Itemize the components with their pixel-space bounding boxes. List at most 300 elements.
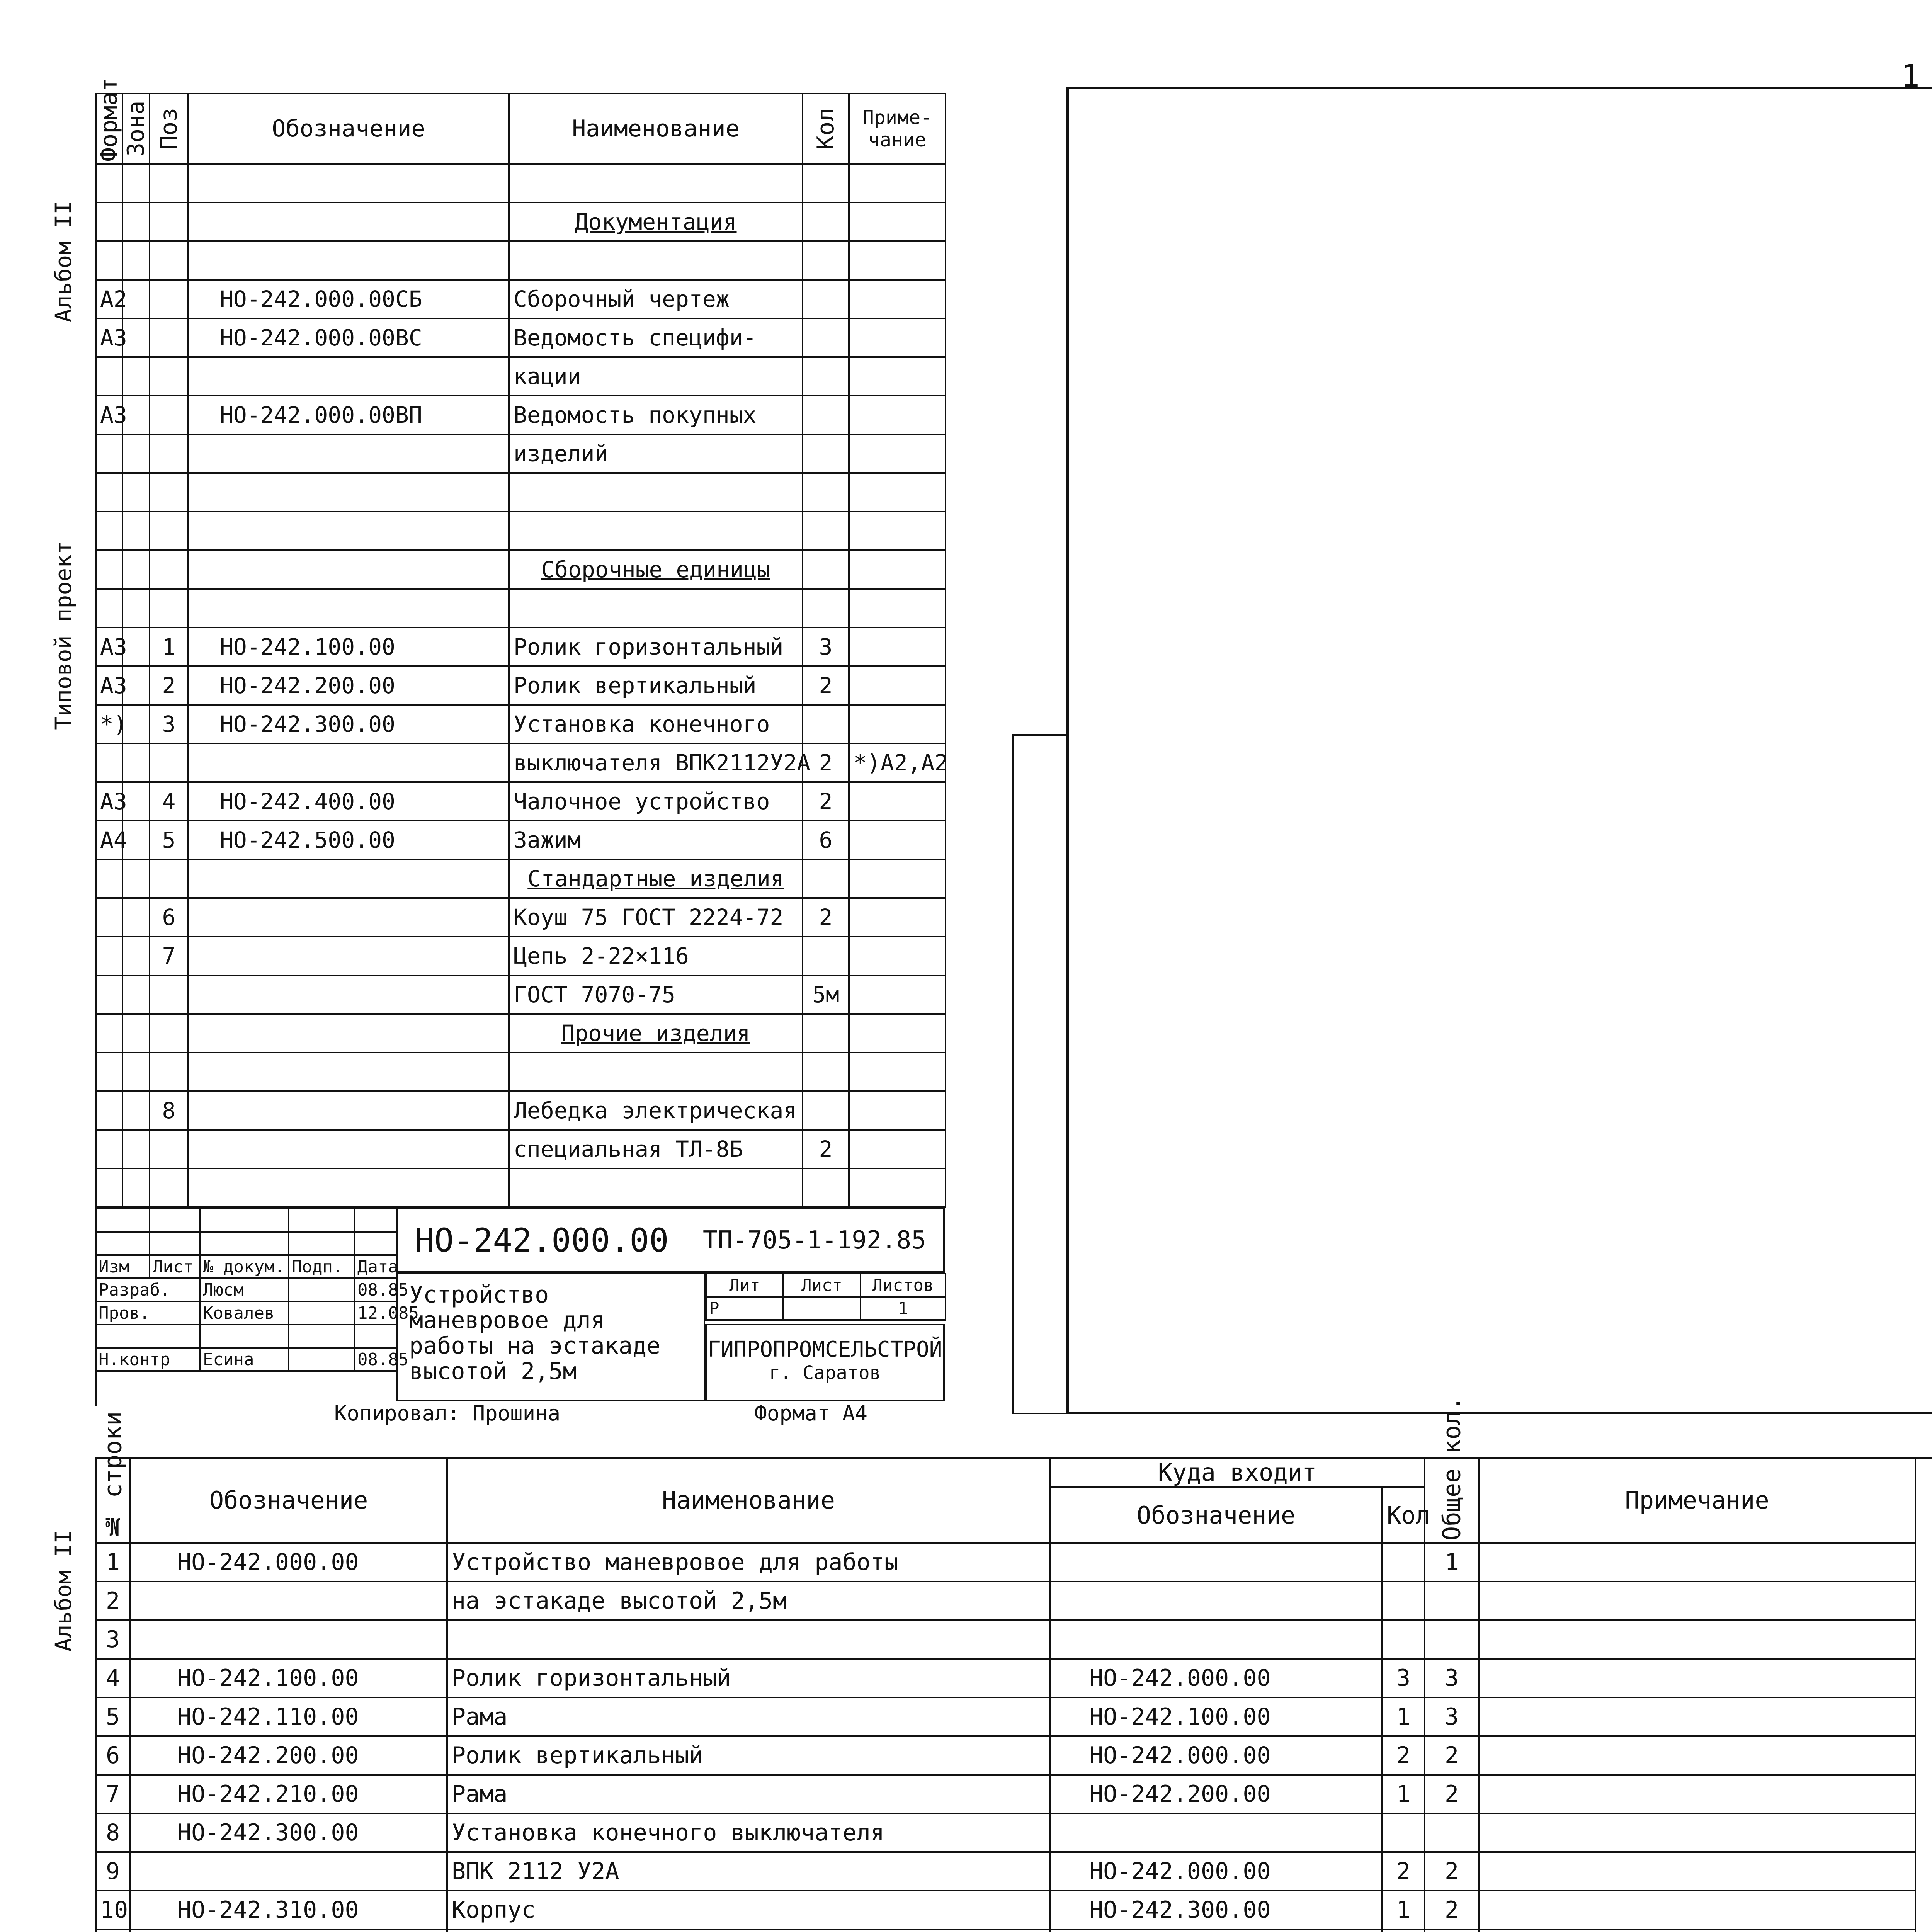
spec-cell-zone: [122, 550, 150, 589]
spec-cell-designation: НО-242.400.00: [188, 782, 509, 821]
spec-cell-pos: [150, 859, 188, 898]
ledger-cell-qty: [1382, 1813, 1425, 1852]
ledger-cell-designation: НО-242.110.00: [130, 1697, 447, 1736]
spec-row: [95, 550, 946, 589]
spec-cell-format: [95, 589, 122, 628]
ledger-cell-designation: НО-242.200.00: [130, 1736, 447, 1775]
ledger-cell-qty: 1: [1382, 1891, 1425, 1929]
spec-cell-designation: [188, 898, 509, 937]
spec-tb-signature: [289, 1325, 354, 1348]
spec-cell-note: [849, 821, 946, 859]
ledger-cell-name: Ролик вертикальный: [447, 1736, 1050, 1775]
ledger-cell-note: [1479, 1543, 1915, 1582]
ledger-cell-designation: НО-242.300.00: [130, 1813, 447, 1852]
ledger-cell-designation: НО-242.210.00: [130, 1775, 447, 1813]
spec-cell-name: выключателя ВПК2112У2А: [509, 743, 803, 782]
col-header-zone: Зона: [122, 94, 150, 164]
ledger-col-where-designation: Обозначение: [1050, 1487, 1382, 1543]
spec-cell-name: изделий: [509, 434, 803, 473]
spec-cell-qty: [803, 280, 849, 318]
spec-row: [95, 164, 946, 202]
spec-cell-pos: [150, 589, 188, 628]
spec-cell-format: [95, 1130, 122, 1168]
spec-tb-person: [200, 1325, 289, 1348]
spec-cell-name: [509, 512, 803, 550]
sheet-number: 1: [1901, 58, 1920, 94]
spec-cell-note: [849, 1053, 946, 1091]
ledger-col-note: Примечание: [1479, 1458, 1915, 1543]
ledger-cell-where: [1050, 1582, 1382, 1620]
spec-tb-signature: [289, 1348, 354, 1371]
spec-cell-designation: [188, 1014, 509, 1053]
ledger-cell-name: на эстакаде высотой 2,5м: [447, 1582, 1050, 1620]
specification-sheet: [95, 78, 948, 1425]
spec-cell-zone: [122, 202, 150, 241]
spec-row: [95, 357, 946, 396]
ledger-cell-total: [1425, 1813, 1479, 1852]
spec-project-code: ТП-705-1-192.85: [702, 1226, 926, 1255]
spec-cell-zone: [122, 937, 150, 975]
spec-cell-note: [849, 318, 946, 357]
spec-cell-designation: НО-242.500.00: [188, 821, 509, 859]
ledger-cell-name: Корпус: [447, 1891, 1050, 1929]
spec-cell-designation: [188, 202, 509, 241]
spec-cell-designation: [188, 473, 509, 512]
spec-tb-date: 08.85: [354, 1278, 397, 1301]
spec-cell-qty: [803, 396, 849, 434]
spec-row: [95, 512, 946, 550]
ledger-cell-qty: 2: [1382, 1736, 1425, 1775]
spec-row: [95, 937, 946, 975]
spec-tb-header: Лист: [150, 1255, 200, 1278]
spec-cell-note: [849, 396, 946, 434]
spec-tb-header: Изм: [95, 1255, 150, 1278]
ledger-cell-note: [1479, 1697, 1915, 1736]
spec-cell-pos: [150, 1168, 188, 1207]
spec-cell-pos: [150, 396, 188, 434]
spec-cell-name: Сборочный чертеж: [509, 280, 803, 318]
ledger-cell-qty: 1: [1382, 1697, 1425, 1736]
spec-cell-pos: 5: [150, 821, 188, 859]
spec-cell-note: [849, 164, 946, 202]
spec-tb-person: Ковалев: [200, 1301, 289, 1325]
spec-cell-zone: [122, 589, 150, 628]
spec-row: [95, 898, 946, 937]
spec-cell-designation: НО-242.100.00: [188, 628, 509, 666]
ledger-cell-note: [1479, 1813, 1915, 1852]
ledger-cell-note: [1479, 1659, 1915, 1697]
spec-cell-designation: НО-242.000.00СБ: [188, 280, 509, 318]
spec-cell-format: [95, 164, 122, 202]
spec-cell-designation: [188, 937, 509, 975]
spec-cell-qty: [803, 705, 849, 743]
spec-cell-zone: [122, 1091, 150, 1130]
spec-cell-name: кации: [509, 357, 803, 396]
spec-cell-pos: [150, 202, 188, 241]
spec-cell-qty: [803, 550, 849, 589]
spec-cell-pos: [150, 1014, 188, 1053]
spec-cell-format: [95, 898, 122, 937]
col-header-pos: Поз: [150, 94, 188, 164]
ledger-cell-total: [1425, 1582, 1479, 1620]
ledger-cell-total: [1425, 1620, 1479, 1659]
ledger-row: [95, 1929, 1915, 1932]
spec-cell-note: [849, 782, 946, 821]
spec-cell-qty: [803, 859, 849, 898]
spec-format: Формат А4: [754, 1401, 867, 1425]
ledger-cell-where: [1050, 1929, 1382, 1932]
spec-cell-designation: [188, 357, 509, 396]
spec-cell-format: [95, 357, 122, 396]
spec-cell-format: А2: [95, 280, 122, 318]
spec-cell-format: [95, 1168, 122, 1207]
spec-tb-role: [95, 1325, 200, 1348]
spec-cell-note: [849, 898, 946, 937]
ledger-cell-total: 3: [1425, 1659, 1479, 1697]
spec-cell-note: [849, 241, 946, 280]
ledger-cell-total: 2: [1425, 1891, 1479, 1929]
ledger-cell-note: [1479, 1620, 1915, 1659]
col-header-note: Приме-чание: [849, 94, 946, 164]
spec-sheets-value: 1: [861, 1297, 946, 1320]
spec-cell-qty: [803, 164, 849, 202]
spec-tb-role-row: [95, 1301, 397, 1325]
spec-cell-zone: [122, 241, 150, 280]
ledger-cell-row: 4: [95, 1659, 130, 1697]
spec-cell-format: [95, 550, 122, 589]
ledger-cell-where: НО-242.200.00: [1050, 1775, 1382, 1813]
ledger-col-total: Общее кол.: [1425, 1458, 1479, 1543]
ledger-row: [95, 1543, 1915, 1582]
ledger-cell-where: НО-242.300.00: [1050, 1891, 1382, 1929]
spec-cell-pos: [150, 357, 188, 396]
ledger-cell-note: [1479, 1929, 1915, 1932]
ledger-cell-total: 3: [1425, 1697, 1479, 1736]
spec-cell-qty: [803, 937, 849, 975]
side-label-project-top: Типовой проект: [50, 541, 77, 730]
spec-row: [95, 1014, 946, 1053]
spec-cell-qty: [803, 1168, 849, 1207]
spec-cell-name: Ведомость покупных: [509, 396, 803, 434]
spec-cell-zone: [122, 164, 150, 202]
spec-cell-pos: [150, 975, 188, 1014]
spec-cell-note: *)А2,А2: [849, 743, 946, 782]
spec-cell-note: [849, 1091, 946, 1130]
ledger-cell-row: [95, 1929, 130, 1932]
spec-cell-designation: [188, 164, 509, 202]
ledger-cell-note: [1479, 1891, 1915, 1929]
ledger-cell-name: [447, 1620, 1050, 1659]
ledger-cell-note: [1479, 1775, 1915, 1813]
spec-cell-note: [849, 859, 946, 898]
spec-row: [95, 589, 946, 628]
spec-cell-designation: [188, 975, 509, 1014]
ledger-row: [95, 1736, 1915, 1775]
ledger-cell-row: 6: [95, 1736, 130, 1775]
spec-cell-qty: 2: [803, 782, 849, 821]
ledger-col-where: Куда входит: [1050, 1458, 1425, 1487]
ledger-cell-qty: 2: [1382, 1852, 1425, 1891]
ledger-cell-note: [1479, 1736, 1915, 1775]
spec-cell-qty: 2: [803, 1130, 849, 1168]
spec-cell-name: ГОСТ 7070-75: [509, 975, 803, 1014]
ledger-cell-where: [1050, 1620, 1382, 1659]
spec-cell-format: [95, 202, 122, 241]
ledger-col-qty: Кол: [1382, 1487, 1425, 1543]
spec-cell-qty: 2: [803, 898, 849, 937]
spec-tb-date: [354, 1325, 397, 1348]
spec-cell-pos: [150, 434, 188, 473]
spec-lit-label: Лит: [706, 1274, 783, 1297]
spec-cell-format: [95, 434, 122, 473]
spec-tb-header: Дата: [354, 1255, 397, 1278]
ledger-cell-total: [1425, 1929, 1479, 1932]
spec-cell-zone: [122, 512, 150, 550]
ledger-cell-name: Установка конечного выключателя: [447, 1813, 1050, 1852]
spec-cell-designation: НО-242.000.00ВП: [188, 396, 509, 434]
spec-cell-zone: [122, 1053, 150, 1091]
spec-cell-qty: 2: [803, 743, 849, 782]
spec-cell-format: [95, 743, 122, 782]
spec-tb-header: № докум.: [200, 1255, 289, 1278]
spec-cell-note: [849, 550, 946, 589]
spec-tb-role-row: [95, 1325, 397, 1348]
ledger-cell-qty: [1382, 1543, 1425, 1582]
spec-cell-format: [95, 473, 122, 512]
ledger-cell-row: 9: [95, 1852, 130, 1891]
spec-cell-name: [509, 589, 803, 628]
spec-cell-zone: [122, 434, 150, 473]
spec-cell-designation: [188, 743, 509, 782]
ledger-cell-qty: [1382, 1582, 1425, 1620]
spec-cell-format: А3: [95, 318, 122, 357]
spec-cell-qty: [803, 1014, 849, 1053]
spec-cell-name: Ведомость специфи-: [509, 318, 803, 357]
ledger-row: [95, 1659, 1915, 1697]
col-header-name: Наименование: [509, 94, 803, 164]
ledger-cell-name: Ролик горизонтальный: [447, 1659, 1050, 1697]
ledger-cell-designation: НО-242.100.00: [130, 1659, 447, 1697]
spec-cell-designation: [188, 550, 509, 589]
ledger-cell-row: 5: [95, 1697, 130, 1736]
spec-cell-format: А3: [95, 628, 122, 666]
spec-row: [95, 1053, 946, 1091]
spec-cell-format: А3: [95, 782, 122, 821]
spec-cell-note: [849, 589, 946, 628]
spec-cell-designation: [188, 434, 509, 473]
spec-row: [95, 705, 946, 743]
spec-cell-note: [849, 937, 946, 975]
ledger-cell-name: Рама: [447, 1697, 1050, 1736]
spec-cell-note: [849, 1130, 946, 1168]
spec-cell-note: [849, 434, 946, 473]
spec-cell-pos: [150, 473, 188, 512]
ledger-cell-row: 8: [95, 1813, 130, 1852]
ledger-cell-qty: 1: [1382, 1775, 1425, 1813]
spec-cell-qty: [803, 357, 849, 396]
spec-row: [95, 434, 946, 473]
spec-row: [95, 782, 946, 821]
spec-row: [95, 743, 946, 782]
spec-cell-note: [849, 1014, 946, 1053]
ledger-row: [95, 1852, 1915, 1891]
ledger-cell-total: 1: [1425, 1543, 1479, 1582]
spec-cell-pos: 4: [150, 782, 188, 821]
spec-cell-pos: 2: [150, 666, 188, 705]
spec-cell-qty: [803, 241, 849, 280]
spec-cell-format: [95, 241, 122, 280]
ledger-cell-designation: НО-242.000.00: [130, 1543, 447, 1582]
spec-cell-zone: [122, 898, 150, 937]
spec-cell-qty: 3: [803, 628, 849, 666]
spec-cell-name: Чалочное устройство: [509, 782, 803, 821]
side-label-album-bottom: Альбом II: [50, 1530, 77, 1652]
spec-title: Устройство маневровое для работы на эстакаде высотой 2,5м: [396, 1273, 705, 1401]
spec-cell-note: [849, 280, 946, 318]
spec-row: [95, 1168, 946, 1207]
ledger-cell-where: [1050, 1543, 1382, 1582]
spec-cell-pos: [150, 318, 188, 357]
spec-cell-format: [95, 1091, 122, 1130]
spec-city: г. Саратов: [769, 1362, 881, 1384]
spec-cell-name: Прочие изделия: [509, 1014, 803, 1053]
ledger-col-designation: Обозначение: [130, 1458, 447, 1543]
spec-cell-qty: [803, 512, 849, 550]
spec-tb-date: 08.85: [354, 1348, 397, 1371]
spec-cell-qty: [803, 589, 849, 628]
spec-cell-note: [849, 705, 946, 743]
spec-table: [95, 78, 948, 1208]
spec-cell-zone: [122, 1014, 150, 1053]
spec-cell-designation: НО-242.300.00: [188, 705, 509, 743]
spec-row: [95, 280, 946, 318]
ledger-cell-qty: [1382, 1929, 1425, 1932]
spec-cell-pos: [150, 241, 188, 280]
spec-cell-designation: [188, 589, 509, 628]
ledger-cell-where: НО-242.000.00: [1050, 1736, 1382, 1775]
spec-cell-name: [509, 164, 803, 202]
spec-cell-name: [509, 1168, 803, 1207]
spec-cell-format: [95, 512, 122, 550]
spec-tb-role-row: [95, 1278, 397, 1301]
spec-cell-name: [509, 473, 803, 512]
spec-cell-pos: 8: [150, 1091, 188, 1130]
spec-cell-name: специальная ТЛ-8Б: [509, 1130, 803, 1168]
ledger-cell-total: 2: [1425, 1736, 1479, 1775]
spec-cell-pos: [150, 550, 188, 589]
spec-tb-role-row: [95, 1348, 397, 1371]
spec-cell-zone: [122, 357, 150, 396]
spec-cell-qty: [803, 318, 849, 357]
ledger-cell-qty: 3: [1382, 1659, 1425, 1697]
spec-cell-format: [95, 975, 122, 1014]
spec-row: [95, 975, 946, 1014]
spec-cell-name: Ролик вертикальный: [509, 666, 803, 705]
spec-cell-qty: 5м: [803, 975, 849, 1014]
spec-cell-pos: [150, 743, 188, 782]
spec-cell-name: Лебедка электрическая: [509, 1091, 803, 1130]
spec-cell-pos: 1: [150, 628, 188, 666]
spec-row: [95, 1091, 946, 1130]
spec-tb-role: Разраб.: [95, 1278, 200, 1301]
ledger-cell-note: [1479, 1852, 1915, 1891]
spec-title-block: [95, 1208, 945, 1401]
spec-cell-qty: 6: [803, 821, 849, 859]
spec-cell-format: *): [95, 705, 122, 743]
spec-sheet-label: Лист: [783, 1274, 861, 1297]
ledger-cell-row: 2: [95, 1582, 130, 1620]
spec-cell-designation: [188, 241, 509, 280]
spec-tb-role: Пров.: [95, 1301, 200, 1325]
spec-row: [95, 473, 946, 512]
spec-cell-qty: [803, 202, 849, 241]
spec-row: [95, 1130, 946, 1168]
spec-cell-pos: [150, 1130, 188, 1168]
side-label-album-top: Альбом II: [50, 201, 77, 323]
spec-tb-signature: [289, 1301, 354, 1325]
spec-cell-qty: 2: [803, 666, 849, 705]
spec-row: [95, 202, 946, 241]
ledger-cell-designation: [130, 1852, 447, 1891]
ledger-cell-name: [447, 1929, 1050, 1932]
ledger-cell-total: 2: [1425, 1775, 1479, 1813]
spec-cell-format: А3: [95, 666, 122, 705]
ledger-cell-row: 1: [95, 1543, 130, 1582]
col-header-designation: Обозначение: [188, 94, 509, 164]
ledger-cell-row: 3: [95, 1620, 130, 1659]
spec-cell-name: Зажим: [509, 821, 803, 859]
spec-cell-name: Установка конечного: [509, 705, 803, 743]
ledger-cell-where: НО-242.100.00: [1050, 1697, 1382, 1736]
frame-edge-strip: [1012, 734, 1066, 1414]
spec-cell-format: [95, 1014, 122, 1053]
spec-tb-header: Подп.: [289, 1255, 354, 1278]
spec-tb-header-row: [95, 1255, 397, 1278]
spec-cell-designation: [188, 1091, 509, 1130]
ledger-cell-row: 7: [95, 1775, 130, 1813]
spec-row: [95, 666, 946, 705]
ledger-cell-designation: [130, 1620, 447, 1659]
ledger-cell-where: [1050, 1813, 1382, 1852]
spec-cell-format: А4: [95, 821, 122, 859]
spec-cell-format: А3: [95, 396, 122, 434]
ledger-cell-name: Рама: [447, 1775, 1050, 1813]
spec-cell-qty: [803, 473, 849, 512]
spec-cell-pos: [150, 280, 188, 318]
spec-cell-format: [95, 1053, 122, 1091]
spec-row: [95, 628, 946, 666]
spec-copied-by: Копировал: Прошина: [334, 1401, 561, 1425]
spec-cell-qty: [803, 1091, 849, 1130]
spec-cell-qty: [803, 434, 849, 473]
ledger-row: [95, 1697, 1915, 1736]
ledger-cell-note: [1479, 1582, 1915, 1620]
spec-cell-zone: [122, 743, 150, 782]
spec-cell-designation: [188, 512, 509, 550]
spec-cell-designation: [188, 859, 509, 898]
ledger-cell-total: 2: [1425, 1852, 1479, 1891]
spec-cell-pos: 7: [150, 937, 188, 975]
spec-cell-note: [849, 357, 946, 396]
spec-tb-signature: [289, 1278, 354, 1301]
spec-cell-pos: [150, 164, 188, 202]
ledger-row: [95, 1620, 1915, 1659]
spec-cell-designation: НО-242.200.00: [188, 666, 509, 705]
ledger-cell-qty: [1382, 1620, 1425, 1659]
spec-doc-code: НО-242.000.00: [415, 1221, 669, 1259]
spec-row: [95, 318, 946, 357]
spec-cell-designation: [188, 1168, 509, 1207]
